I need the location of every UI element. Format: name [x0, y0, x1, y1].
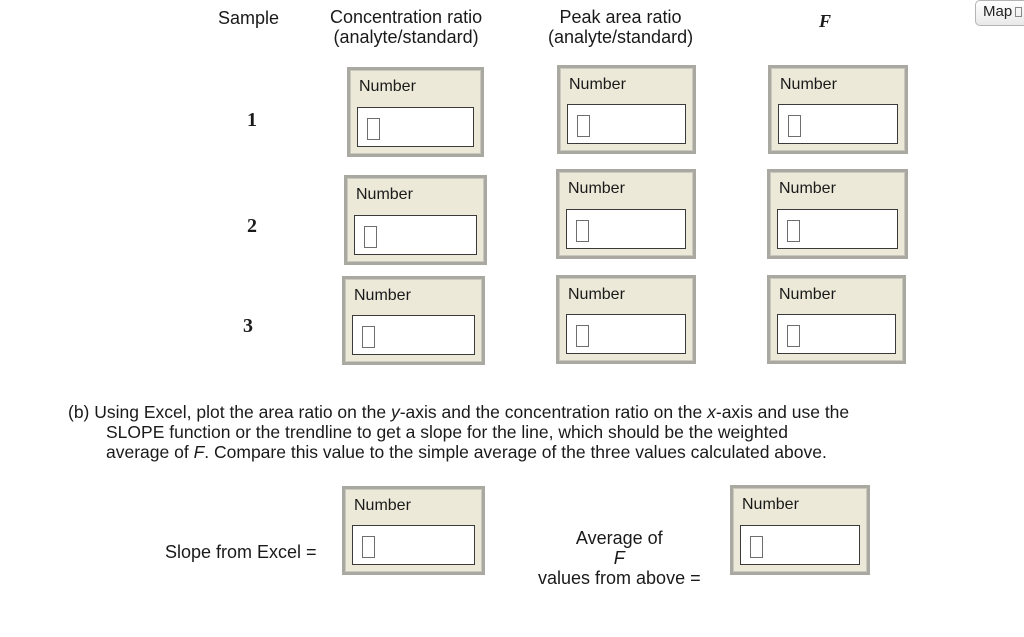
peak-area-ratio-box-3	[556, 275, 696, 364]
row-number-1: 1	[247, 109, 257, 131]
map-icon	[1015, 7, 1022, 17]
number-label: Number	[354, 287, 411, 304]
average-label-line-1: Average of F	[575, 528, 663, 568]
peak-area-ratio-box-2	[556, 169, 696, 259]
number-label: Number	[780, 76, 837, 93]
text-cursor-icon	[362, 326, 375, 348]
number-label: Number	[356, 186, 413, 203]
text-cursor-icon	[787, 325, 800, 347]
part-b-line-3: average of F. Compare this value to the simple average of the three values calculated above.	[106, 442, 827, 462]
number-label: Number	[568, 286, 625, 303]
number-label: Number	[359, 78, 416, 95]
text-cursor-icon	[576, 220, 589, 242]
slope-box	[342, 486, 485, 575]
peak-area-ratio-box-1	[557, 65, 696, 154]
average-box	[730, 485, 870, 575]
number-label: Number	[354, 497, 411, 514]
text-cursor-icon	[364, 226, 377, 248]
header-f: F	[819, 11, 832, 31]
header-concentration-ratio: Concentration ratio (analyte/standard)	[330, 7, 483, 47]
map-button-label: Map	[983, 3, 1013, 20]
row-number-2: 2	[247, 215, 257, 237]
concentration-ratio-box-3	[342, 276, 485, 365]
concentration-ratio-box-1	[347, 67, 484, 157]
number-label: Number	[568, 180, 625, 197]
part-b-instructions	[68, 402, 968, 462]
slope-label: Slope from Excel =	[165, 542, 317, 562]
text-cursor-icon	[367, 118, 380, 140]
number-label: Number	[742, 496, 799, 513]
concentration-ratio-box-2	[344, 175, 487, 265]
header-sample: Sample	[218, 8, 280, 28]
text-cursor-icon	[362, 536, 375, 558]
row-number-3: 3	[243, 315, 253, 337]
map-button[interactable]	[975, 0, 1024, 26]
average-label-line-2: values from above =	[538, 568, 701, 588]
text-cursor-icon	[576, 325, 589, 347]
number-label: Number	[569, 76, 626, 93]
part-b-line-2: SLOPE function or the trendline to get a slope for the line, which should be the weighted	[106, 422, 788, 442]
number-label: Number	[779, 286, 836, 303]
header-peak-area-ratio: Peak area ratio (analyte/standard)	[548, 7, 694, 47]
number-label: Number	[779, 180, 836, 197]
f-box-2	[767, 169, 908, 259]
text-cursor-icon	[577, 115, 590, 137]
text-cursor-icon	[787, 220, 800, 242]
f-box-3	[767, 275, 906, 364]
text-cursor-icon	[788, 115, 801, 137]
average-label	[538, 528, 701, 588]
text-cursor-icon	[750, 536, 763, 558]
part-b-line-1: (b) Using Excel, plot the area ratio on the y-axis and the concentration ratio on the x-axis and use the	[68, 402, 850, 422]
f-box-1	[768, 65, 908, 154]
